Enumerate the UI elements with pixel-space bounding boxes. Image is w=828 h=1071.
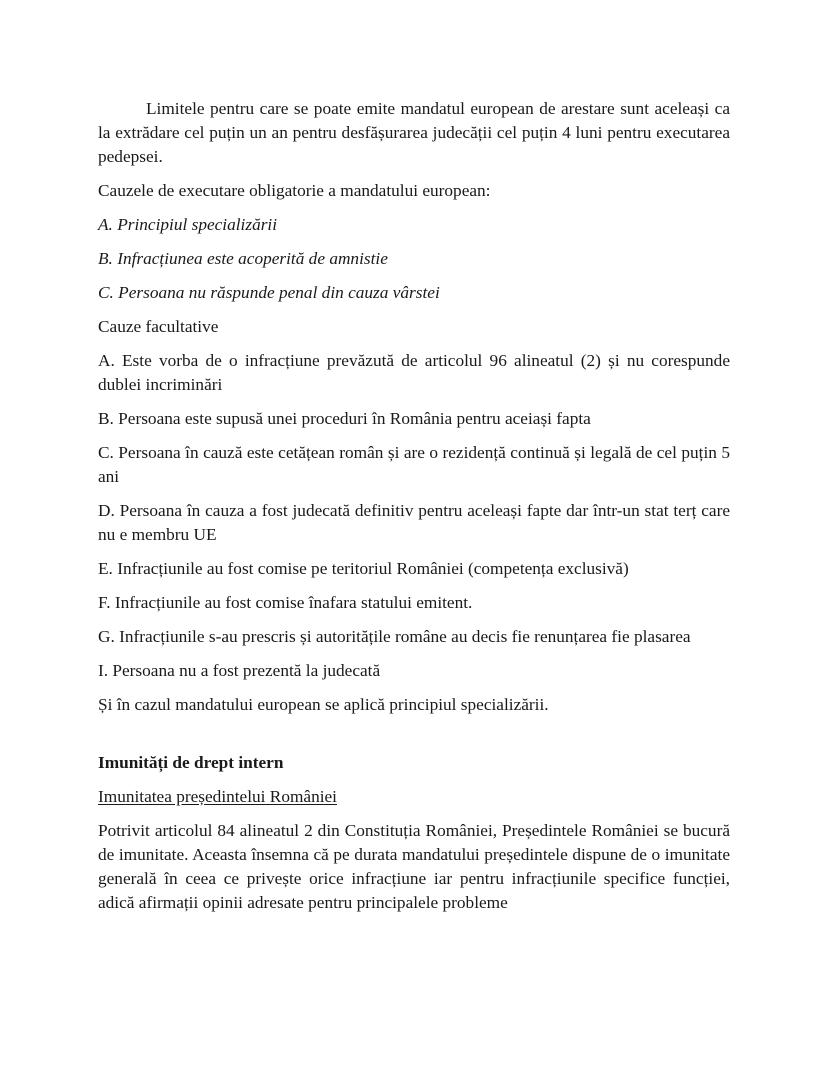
facultative-cause-item: F. Infracțiunile au fost comise înafara statului emitent. <box>98 593 473 612</box>
document-page <box>98 97 730 915</box>
mandatory-causes-heading: Cauzele de executare obligatorie a mandatului european: <box>98 181 491 200</box>
facultative-cause-item: I. Persoana nu a fost prezentă la judecată <box>98 661 381 680</box>
facultative-causes-heading: Cauze facultative <box>98 317 219 336</box>
mandatory-cause-item: C. Persoana nu răspunde penal din cauza vârstei <box>98 283 440 302</box>
closing-paragraph: Și în cazul mandatului european se aplică principiul specializării. <box>98 695 549 714</box>
facultative-cause-item: E. Infracțiunile au fost comise pe teritoriul României (competența exclusivă) <box>98 559 629 578</box>
mandatory-cause-item: B. Infracțiunea este acoperită de amnistie <box>98 249 388 268</box>
facultative-cause-item: D. Persoana în cauza a fost judecată definitiv pentru aceleași fapte dar într-un stat terț care nu e membru UE <box>98 501 730 544</box>
section-title: Imunități de drept intern <box>98 753 284 772</box>
subsection-title: Imunitatea președintelui României <box>98 787 337 806</box>
body-paragraph: Potrivit articolul 84 alineatul 2 din Constituția României, Președintele României se bucură de imunitate. Aceasta însemna că pe durata mandatului președintele dispune de o imunitate generală în ceea ce privește orice infracțiune iar pentru infracțiunile specifice funcției, adică afirmații opinii adresate pentru principalele probleme <box>98 821 730 912</box>
mandatory-cause-item: A. Principiul specializării <box>98 215 278 234</box>
facultative-cause-item: B. Persoana este supusă unei proceduri în România pentru aceiași fapta <box>98 409 591 428</box>
facultative-cause-item: G. Infracțiunile s-au prescris și autoritățile române au decis fie renunțarea fie plasarea <box>98 627 691 646</box>
facultative-cause-item: A. Este vorba de o infracțiune prevăzută de articolul 96 alineatul (2) și nu corespunde dublei incriminări <box>98 351 730 394</box>
facultative-cause-item: C. Persoana în cauză este cetățean român și are o rezidență continuă și legală de cel puțin 5 ani <box>98 443 730 486</box>
intro-paragraph: Limitele pentru care se poate emite mandatul european de arestare sunt aceleași ca la extrădare cel puțin un an pentru desfășurarea judecății cel puțin 4 luni pentru executarea pedepsei. <box>98 99 730 166</box>
